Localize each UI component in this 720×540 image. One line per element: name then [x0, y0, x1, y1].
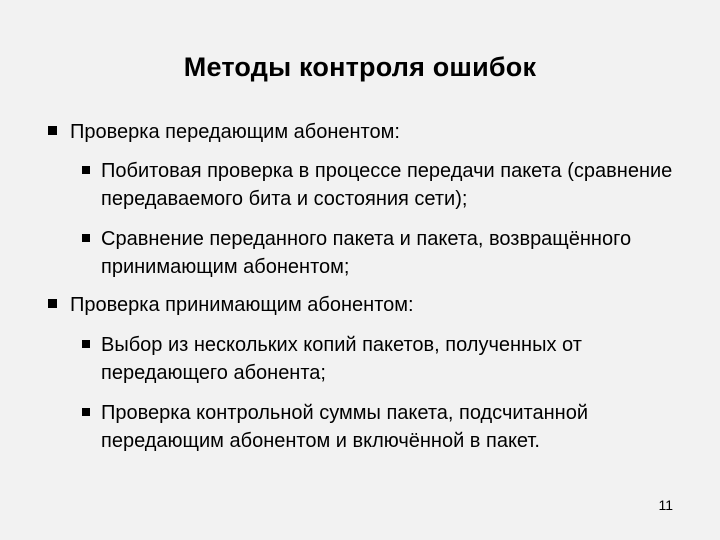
bullet-text: Проверка передающим абонентом:: [70, 121, 400, 143]
square-bullet-icon: [82, 408, 90, 416]
sub-bullet-packet-compare: [82, 225, 702, 281]
bullet-text: Проверка принимающим абонентом:: [70, 294, 414, 316]
page-number: 11: [658, 497, 673, 513]
square-bullet-icon: [48, 299, 57, 308]
sub-bullet-checksum: [82, 399, 702, 455]
sub-bullet-text: Побитовая проверка в процессе передачи пакета (сравнение передаваемого бита и состояния сети);: [101, 160, 673, 210]
slide-title: Методы контроля ошибок: [183, 52, 537, 82]
square-bullet-icon: [82, 340, 90, 348]
square-bullet-icon: [82, 234, 90, 242]
sub-bullet-text: Сравнение переданного пакета и пакета, возвращённого принимающим абонентом;: [101, 228, 632, 278]
square-bullet-icon: [82, 166, 90, 174]
sub-bullet-text: Проверка контрольной суммы пакета, подсчитанной передающим абонентом и включённой в пакет.: [101, 402, 588, 452]
sub-bullet-bitwise-check: [82, 157, 702, 213]
sub-bullet-text: Выбор из нескольких копий пакетов, полученных от передающего абонента;: [101, 334, 582, 384]
square-bullet-icon: [48, 126, 57, 135]
sub-bullet-copy-selection: [82, 331, 702, 387]
